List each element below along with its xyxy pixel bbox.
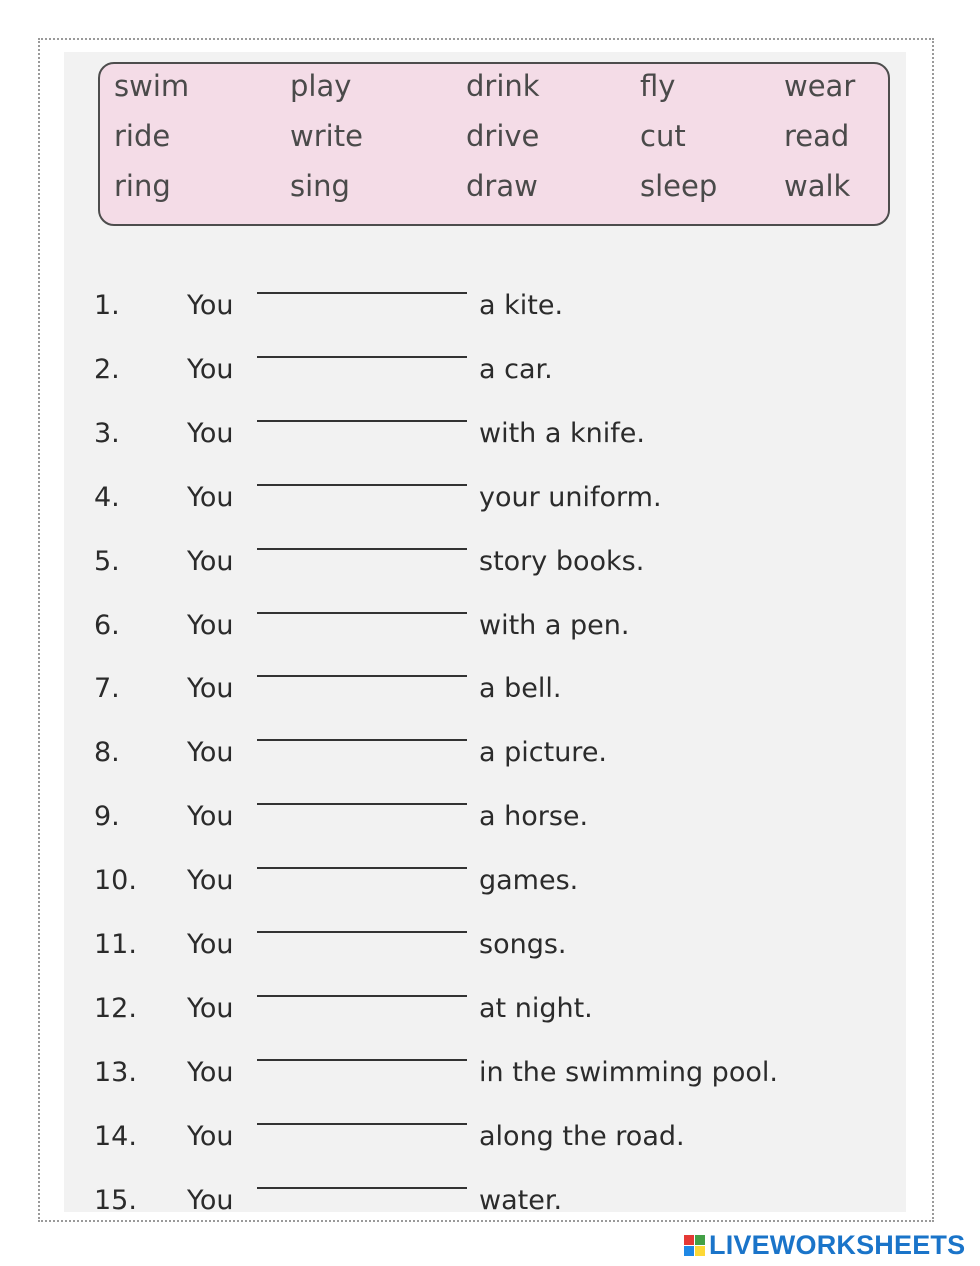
answer-blank[interactable] bbox=[257, 867, 467, 869]
answer-blank[interactable] bbox=[257, 420, 467, 422]
answer-blank[interactable] bbox=[257, 1187, 467, 1189]
exercise-number: 1. bbox=[94, 290, 120, 321]
answer-blank[interactable] bbox=[257, 675, 467, 677]
answer-blank[interactable] bbox=[257, 548, 467, 550]
exercise-row bbox=[64, 538, 906, 588]
exercise-row bbox=[64, 857, 906, 907]
word-bank-word: fly bbox=[640, 69, 676, 103]
exercise-row bbox=[64, 346, 906, 396]
exercise-ending: story books. bbox=[479, 545, 645, 577]
exercise-subject: You bbox=[187, 417, 234, 449]
answer-blank[interactable] bbox=[257, 484, 467, 486]
exercise-ending: a car. bbox=[479, 353, 553, 385]
exercise-row bbox=[64, 1177, 906, 1227]
exercise-number: 2. bbox=[94, 353, 120, 385]
answer-blank[interactable] bbox=[257, 292, 467, 294]
exercise-number: 12. bbox=[94, 992, 137, 1024]
exercise-subject: You bbox=[187, 290, 234, 321]
exercise-subject: You bbox=[187, 737, 234, 769]
worksheet-frame bbox=[38, 38, 934, 1222]
exercise-ending: with a knife. bbox=[479, 417, 645, 449]
exercise-number: 13. bbox=[94, 1056, 137, 1088]
word-bank-word: walk bbox=[784, 169, 851, 203]
exercise-ending: water. bbox=[479, 1184, 563, 1216]
word-bank-word: drink bbox=[466, 69, 540, 103]
exercise-subject: You bbox=[187, 1184, 234, 1216]
exercise-row bbox=[64, 729, 906, 779]
exercise-subject: You bbox=[187, 992, 234, 1024]
word-bank-word: read bbox=[784, 119, 850, 153]
word-bank-word: draw bbox=[466, 169, 538, 203]
exercise-row bbox=[64, 282, 906, 332]
exercise-subject: You bbox=[187, 1056, 234, 1088]
word-bank-word: ring bbox=[114, 169, 171, 203]
exercise-ending: a bell. bbox=[479, 673, 562, 705]
answer-blank[interactable] bbox=[257, 1123, 467, 1125]
exercise-number: 7. bbox=[94, 673, 120, 705]
answer-blank[interactable] bbox=[257, 739, 467, 741]
word-bank-word: play bbox=[290, 69, 352, 103]
exercise-subject: You bbox=[187, 865, 234, 897]
exercise-row bbox=[64, 665, 906, 715]
exercise-subject: You bbox=[187, 929, 234, 960]
exercise-ending: in the swimming pool. bbox=[479, 1056, 778, 1088]
answer-blank[interactable] bbox=[257, 931, 467, 933]
exercise-number: 8. bbox=[94, 737, 120, 769]
exercise-ending: a picture. bbox=[479, 737, 608, 769]
exercise-subject: You bbox=[187, 673, 234, 705]
exercise-row bbox=[64, 410, 906, 460]
word-bank-word: sing bbox=[290, 169, 350, 203]
exercise-row bbox=[64, 985, 906, 1035]
exercise-row bbox=[64, 921, 906, 971]
exercise-subject: You bbox=[187, 353, 234, 385]
logo-text: LIVEWORKSHEETS bbox=[709, 1229, 966, 1260]
liveworksheets-logo bbox=[684, 1230, 965, 1260]
exercise-ending: a horse. bbox=[479, 801, 589, 833]
exercise-ending: your uniform. bbox=[479, 481, 662, 513]
exercise-ending: songs. bbox=[479, 929, 567, 960]
word-bank-word: swim bbox=[114, 69, 190, 103]
exercise-number: 5. bbox=[94, 545, 120, 577]
exercise-row bbox=[64, 1113, 906, 1163]
worksheet-page bbox=[64, 52, 906, 1216]
exercise-number: 14. bbox=[94, 1120, 137, 1152]
exercise-number: 10. bbox=[94, 865, 137, 897]
word-bank bbox=[98, 62, 890, 226]
liveworksheets-logo-icon bbox=[684, 1235, 705, 1256]
answer-blank[interactable] bbox=[257, 803, 467, 805]
exercise-number: 4. bbox=[94, 481, 120, 513]
answer-blank[interactable] bbox=[257, 612, 467, 614]
exercise-ending: along the road. bbox=[479, 1120, 685, 1152]
exercise-subject: You bbox=[187, 609, 234, 641]
exercise-number: 3. bbox=[94, 417, 120, 449]
exercise-ending: at night. bbox=[479, 992, 593, 1024]
exercise-number: 11. bbox=[94, 929, 137, 960]
exercise-row bbox=[64, 1049, 906, 1099]
word-bank-word: sleep bbox=[640, 169, 718, 203]
exercise-ending: games. bbox=[479, 865, 579, 897]
exercise-subject: You bbox=[187, 1120, 234, 1152]
exercise-number: 6. bbox=[94, 609, 120, 641]
word-bank-word: ride bbox=[114, 119, 171, 153]
exercise-ending: with a pen. bbox=[479, 609, 630, 641]
exercise-ending: a kite. bbox=[479, 290, 564, 321]
word-bank-word: write bbox=[290, 119, 363, 153]
answer-blank[interactable] bbox=[257, 995, 467, 997]
answer-blank[interactable] bbox=[257, 1059, 467, 1061]
exercise-number: 9. bbox=[94, 801, 120, 833]
exercise-subject: You bbox=[187, 801, 234, 833]
exercise-subject: You bbox=[187, 545, 234, 577]
word-bank-word: wear bbox=[784, 69, 856, 103]
exercise-number: 15. bbox=[94, 1184, 137, 1216]
word-bank-word: cut bbox=[640, 119, 686, 153]
exercise-row bbox=[64, 474, 906, 524]
word-bank-word: drive bbox=[466, 119, 540, 153]
exercise-subject: You bbox=[187, 481, 234, 513]
exercise-row bbox=[64, 793, 906, 843]
exercise-row bbox=[64, 602, 906, 652]
answer-blank[interactable] bbox=[257, 356, 467, 358]
